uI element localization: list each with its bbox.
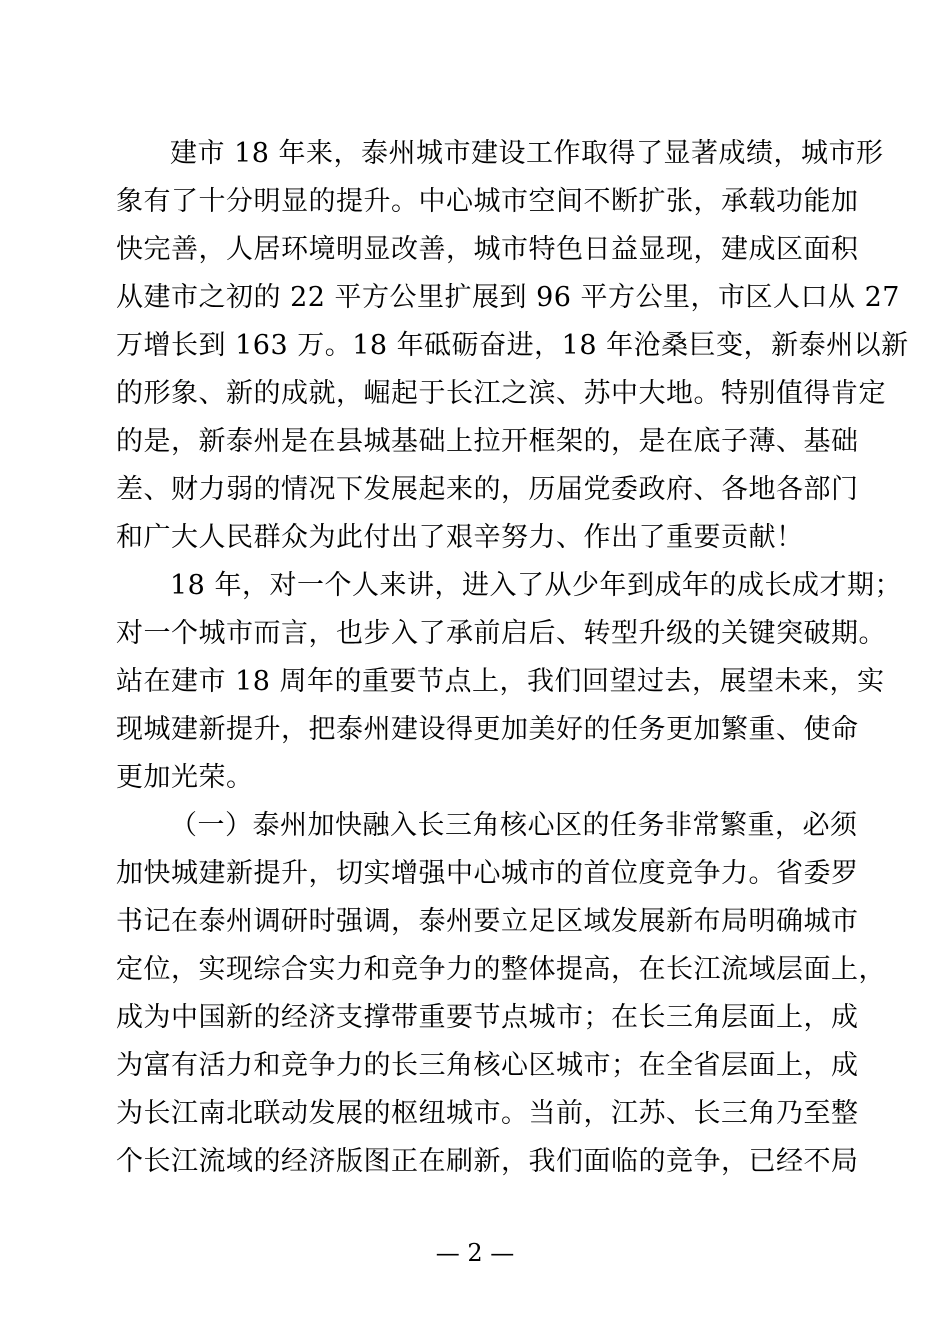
paragraph-3-line-5: 成为中国新的经济支撑带重要节点城市；在长三角层面上，成 — [116, 1002, 859, 1033]
paragraph-1-line-2: 象有了十分明显的提升。中心城市空间不断扩张，承载功能加 — [116, 186, 859, 217]
paragraph-2-line-3: 站在建市 18 周年的重要节点上，我们回望过去，展望未来，实 — [116, 666, 885, 697]
paragraph-3-line-2: 加快城建新提升，切实增强中心城市的首位度竞争力。省委罗 — [116, 858, 859, 889]
paragraph-2-line-2: 对一个城市而言，也步入了承前启后、转型升级的关键突破期。 — [116, 618, 886, 649]
paragraph-1-line-8: 差、财力弱的情况下发展起来的，历届党委政府、各地各部门 — [116, 474, 859, 505]
paragraph-1-line-1: 建市 18 年来，泰州城市建设工作取得了显著成绩，城市形 — [170, 138, 884, 169]
paragraph-1-line-5: 万增长到 163 万。18 年砥砺奋进，18 年沧桑巨变，新泰州以新 — [116, 330, 909, 361]
paragraph-2-line-5: 更加光荣。 — [116, 762, 254, 793]
paragraph-1-line-6: 的形象、新的成就，崛起于长江之滨、苏中大地。特别值得肯定 — [116, 378, 886, 409]
paragraph-3-line-1: （一）泰州加快融入长三角核心区的任务非常繁重，必须 — [170, 810, 858, 841]
paragraph-3-line-7: 为长江南北联动发展的枢纽城市。当前，江苏、长三角乃至整 — [116, 1098, 859, 1129]
page-number: — 2 — — [435, 1239, 515, 1267]
paragraph-2-line-1: 18 年，对一个人来讲，进入了从少年到成年的成长成才期； — [170, 570, 902, 601]
paragraph-1-line-4: 从建市之初的 22 平方公里扩展到 96 平方公里，市区人口从 27 — [116, 282, 900, 313]
paragraph-3-line-6: 为富有活力和竞争力的长三角核心区城市；在全省层面上，成 — [116, 1050, 859, 1081]
paragraph-1-line-7: 的是，新泰州是在县城基础上拉开框架的，是在底子薄、基础 — [116, 426, 859, 457]
paragraph-3-line-8: 个长江流域的经济版图正在刷新，我们面临的竞争，已经不局 — [116, 1146, 859, 1177]
paragraph-2-line-4: 现城建新提升，把泰州建设得更加美好的任务更加繁重、使命 — [116, 714, 859, 745]
paragraph-1-line-9: 和广大人民群众为此付出了艰辛努力、作出了重要贡献！ — [116, 522, 804, 553]
paragraph-3-line-3: 书记在泰州调研时强调，泰州要立足区域发展新布局明确城市 — [116, 906, 859, 937]
paragraph-1-line-3: 快完善，人居环境明显改善，城市特色日益显现，建成区面积 — [116, 234, 859, 265]
paragraph-3-line-4: 定位，实现综合实力和竞争力的整体提高，在长江流域层面上， — [116, 954, 886, 985]
